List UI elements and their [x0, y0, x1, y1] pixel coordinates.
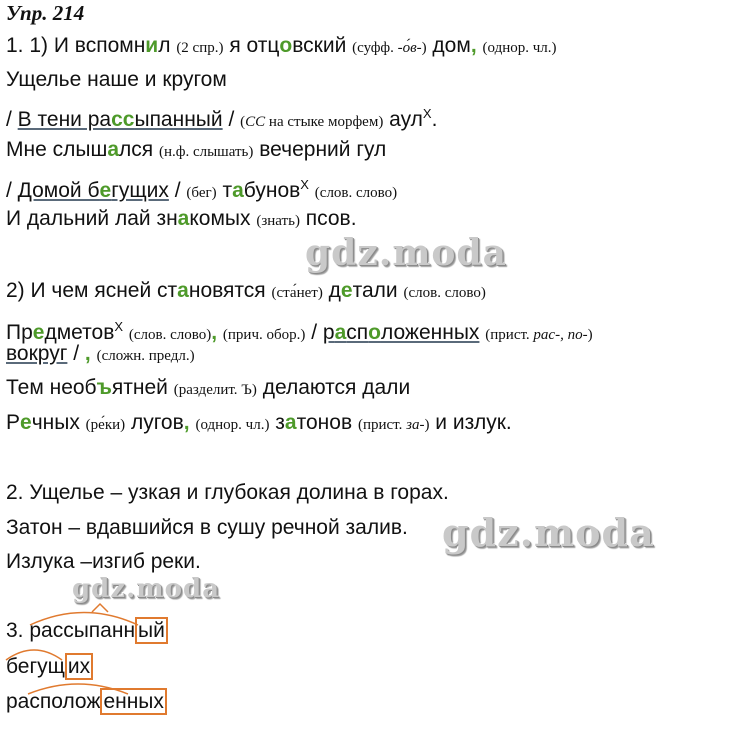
line-2: Ущелье наше и кругом: [6, 68, 227, 91]
line-6: И дальний лай знакомых (знать) псов.: [6, 207, 357, 230]
watermark-3: gdz.moda: [72, 574, 221, 604]
line-11: Речных (ре́ки) лугов, (однор. чл.) затонов (прист. за-) и излук.: [6, 411, 512, 434]
line-3: / В тени рассыпанный / (СС на стыке морфем) аул$^X$.: [6, 106, 438, 131]
watermark-1: gdz.moda: [305, 232, 507, 274]
line-12: 2. Ущелье – узкая и глубокая долина в горах.: [6, 481, 449, 504]
line-10: Тем необъятней (разделит. Ъ) делаются дали: [6, 376, 411, 399]
watermark-2: gdz.moda: [442, 510, 655, 555]
line-5: / Домой бегущих / (бег) табунов$^X$ (слов. слово): [6, 177, 398, 202]
line-9: вокруг / , (сложн. предл.): [6, 342, 195, 365]
line-8: Предметов$^X$ (слов. слово), (прич. обор.) / расположенных (прист. рас-, по-): [6, 319, 593, 344]
line-17: располож енных: [6, 689, 167, 715]
line-14: Излука –изгиб реки.: [6, 550, 201, 573]
line-13: Затон – вдавшийся в сушу речной залив.: [6, 516, 408, 539]
line-16: бегущ их: [6, 654, 93, 680]
line-1: 1. 1) И вспомнил (2 спр.) я отцовский (суфф. -о́в-) дом, (однор. чл.): [6, 34, 557, 57]
line-15: 3. рассыпанн ый: [6, 618, 168, 644]
exercise-title: Упр. 214: [6, 1, 85, 25]
suffix-mark: [92, 604, 108, 612]
line-7: 2) И чем ясней становятся (ста́нет) детали (слов. слово): [6, 279, 486, 302]
root-arc-rassypann: [30, 613, 138, 626]
line-4: Мне слышался (н.ф. слышать) вечерний гул: [6, 138, 387, 161]
